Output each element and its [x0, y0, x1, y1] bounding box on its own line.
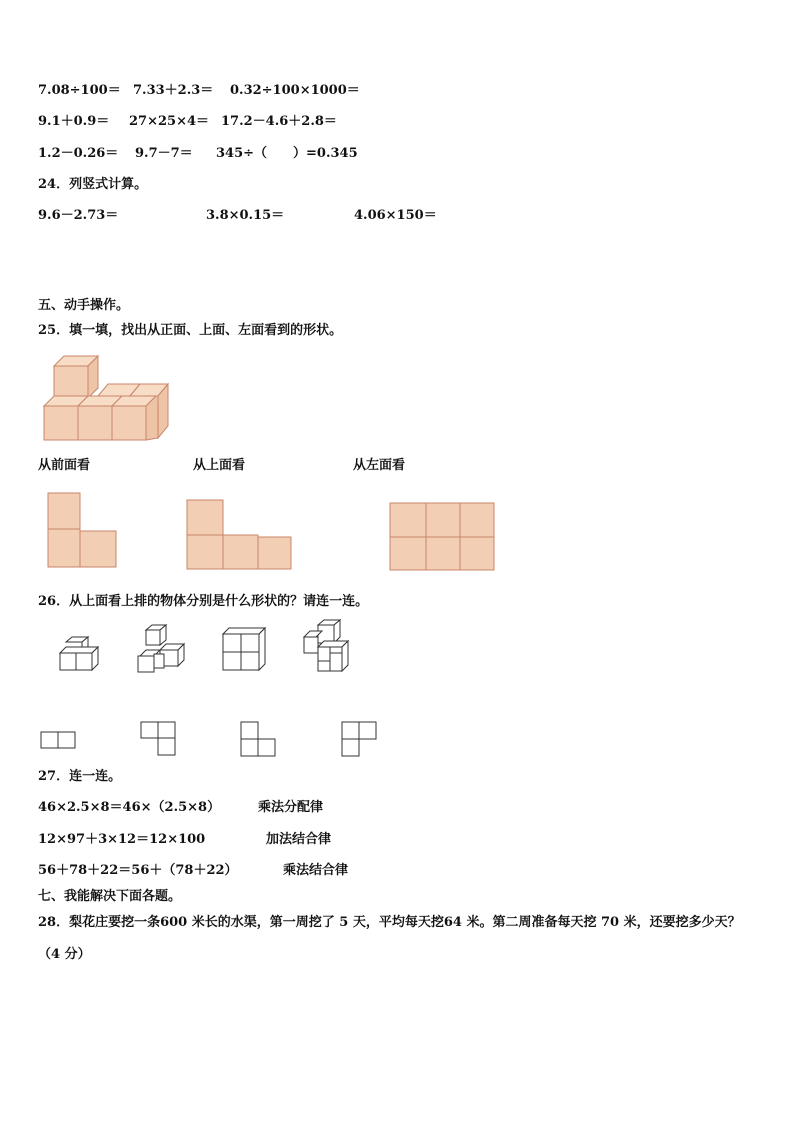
q24-item-1: 9.6－2.73＝ [38, 208, 119, 223]
q26-view-b [140, 721, 176, 759]
q28-text: 28．梨花庄要挖一条600 米长的水渠，第一周挖了 5 天，平均每天挖64 米。第二周准备每天挖 70 米，还要挖多少天？ [38, 915, 741, 930]
q25-top-view [186, 499, 294, 572]
section-7-heading: 七、我能解决下面各题。 [38, 889, 182, 904]
q26-object-1 [56, 636, 106, 672]
q27-expr-3: 56＋78＋22＝56＋（78＋22） [38, 863, 238, 878]
q26-object-2 [136, 624, 188, 674]
calc-row-2-item-3: 17.2－4.6＋2.8＝ [221, 114, 337, 129]
calc-row-1-item-1: 7.08÷100＝ [38, 83, 121, 98]
calc-row-2-item-1: 9.1＋0.9＝ [38, 114, 110, 129]
q27-expr-2: 12×97＋3×12＝12×100 [38, 832, 206, 847]
calc-row-1-item-2: 7.33＋2.3＝ [133, 83, 214, 98]
q24-title: 24．列竖式计算。 [38, 177, 148, 192]
q25-label-front: 从前面看 [38, 458, 91, 473]
calc-row-1-item-3: 0.32÷100×1000＝ [230, 83, 360, 98]
calc-row-3-item-3: 345÷（ ）=0.345 [216, 146, 358, 161]
q24-item-2: 3.8×0.15＝ [206, 208, 285, 223]
q25-cube-figure [40, 350, 175, 445]
calc-row-2-item-2: 27×25×4＝ [129, 114, 210, 129]
q26-object-3 [219, 626, 269, 672]
q26-view-a [40, 731, 76, 751]
q24-item-3: 4.06×150＝ [354, 208, 437, 223]
q27-expr-1: 46×2.5×8＝46×（2.5×8） [38, 800, 221, 815]
q26-view-c [240, 721, 278, 759]
q27-title: 27．连一连。 [38, 769, 122, 784]
q26-view-d [341, 721, 379, 759]
q26-object-4 [300, 619, 354, 673]
q25-title: 25．填一填，找出从正面、上面、左面看到的形状。 [38, 323, 343, 338]
q27-law-1: 乘法分配律 [258, 800, 324, 815]
q25-label-top: 从上面看 [193, 458, 246, 473]
q27-law-3: 乘法结合律 [283, 863, 349, 878]
q28-points: （4 分） [38, 947, 91, 962]
q25-left-view [389, 502, 497, 572]
q27-law-2: 加法结合律 [266, 832, 332, 847]
q25-label-left: 从左面看 [353, 458, 406, 473]
calc-row-3-item-2: 9.7－7＝ [135, 146, 193, 161]
section-5-heading: 五、动手操作。 [38, 298, 130, 313]
calc-row-3-item-1: 1.2－0.26＝ [38, 146, 119, 161]
q25-front-view [47, 492, 119, 570]
q26-title: 26．从上面看上排的物体分别是什么形状的？请连一连。 [38, 594, 369, 609]
